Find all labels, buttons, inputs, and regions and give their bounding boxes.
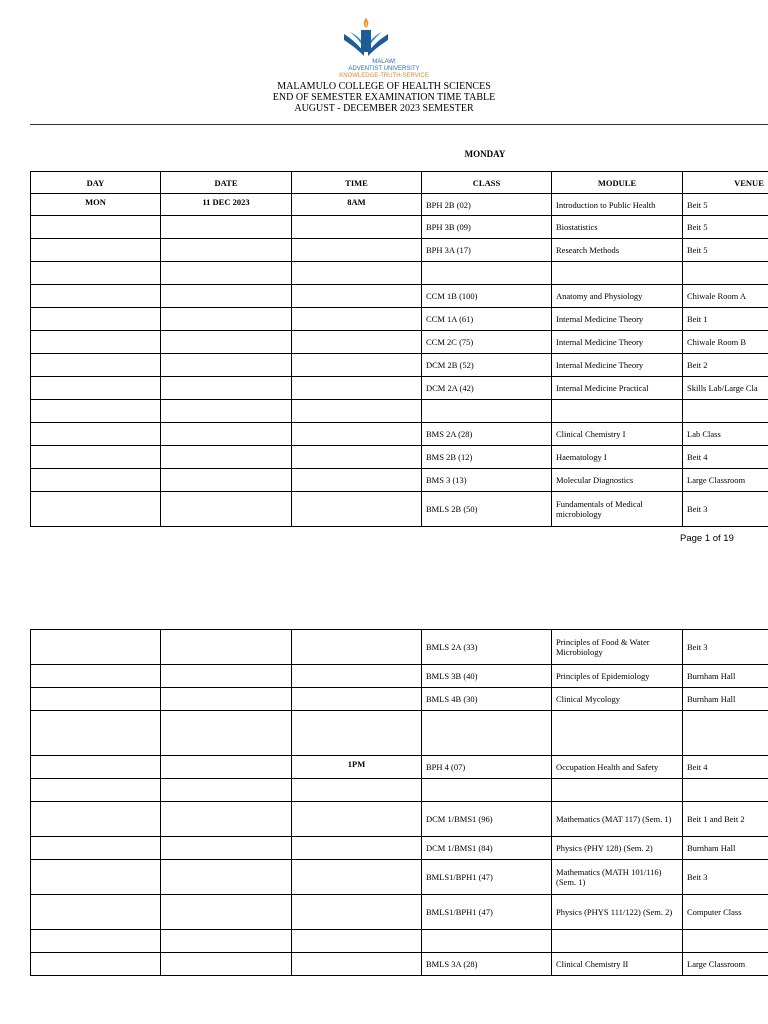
cell-time <box>292 630 422 665</box>
cell-module: Internal Medicine Practical <box>552 377 683 400</box>
cell-date <box>161 953 292 976</box>
cell-day <box>31 630 161 665</box>
timetable-page-1 <box>30 171 768 527</box>
logo-line-2: ADVENTIST UNIVERSITY <box>348 66 420 72</box>
cell-venue <box>683 711 768 756</box>
cell-time <box>292 492 422 527</box>
cell-day <box>31 423 161 446</box>
cell-venue: Beit 5 <box>683 216 768 239</box>
cell-class: BPH 2B (02) <box>422 194 552 216</box>
college-name: MALAMULO COLLEGE OF HEALTH SCIENCES <box>277 81 491 92</box>
cell-date <box>161 492 292 527</box>
cell-class: BMS 2B (12) <box>422 446 552 469</box>
cell-module: Anatomy and Physiology <box>552 285 683 308</box>
cell-class: DCM 2A (42) <box>422 377 552 400</box>
cell-class: BMS 2A (28) <box>422 423 552 446</box>
cell-date <box>161 354 292 377</box>
cell-time <box>292 285 422 308</box>
cell-module: Fundamentals of Medical microbiology <box>552 492 683 527</box>
table-row <box>31 779 768 802</box>
cell-day <box>31 711 161 756</box>
page-number: Page 1 of 19 <box>680 533 734 544</box>
cell-time <box>292 665 422 688</box>
cell-class: BMLS 3A (28) <box>422 953 552 976</box>
cell-time <box>292 377 422 400</box>
cell-class: BMLS 3B (40) <box>422 665 552 688</box>
cell-day <box>31 216 161 239</box>
university-logo <box>340 16 392 60</box>
cell-venue: Burnham Hall <box>683 837 768 860</box>
cell-module: Introduction to Public Health <box>552 194 683 216</box>
cell-date <box>161 377 292 400</box>
cell-venue: Lab Class <box>683 423 768 446</box>
cell-time <box>292 262 422 285</box>
cell-venue: Beit 3 <box>683 860 768 895</box>
cell-date <box>161 930 292 953</box>
cell-module: Principles of Food & Water Microbiology <box>552 630 683 665</box>
table-row <box>31 802 768 837</box>
cell-module: Mathematics (MAT 117) (Sem. 1) <box>552 802 683 837</box>
cell-time: 1PM <box>292 756 422 779</box>
cell-venue <box>683 930 768 953</box>
cell-class: BPH 3B (09) <box>422 216 552 239</box>
cell-class <box>422 400 552 423</box>
cell-time <box>292 469 422 492</box>
table-row <box>31 492 768 527</box>
cell-date <box>161 216 292 239</box>
cell-date <box>161 665 292 688</box>
cell-venue: Large Classroom <box>683 469 768 492</box>
cell-day <box>31 860 161 895</box>
cell-time <box>292 308 422 331</box>
cell-module <box>552 930 683 953</box>
cell-date: 11 DEC 2023 <box>161 194 292 216</box>
timetable-page-2 <box>30 629 768 976</box>
table-row <box>31 837 768 860</box>
cell-day <box>31 400 161 423</box>
cell-date <box>161 802 292 837</box>
table-row <box>31 400 768 423</box>
cell-venue: Burnham Hall <box>683 665 768 688</box>
timetable-body-page-1 <box>31 194 768 527</box>
cell-time <box>292 711 422 756</box>
cell-venue: Burnham Hall <box>683 688 768 711</box>
cell-day <box>31 492 161 527</box>
cell-venue: Beit 2 <box>683 354 768 377</box>
table-row <box>31 262 768 285</box>
cell-date <box>161 756 292 779</box>
cell-time <box>292 837 422 860</box>
column-header-module: MODULE <box>552 172 683 194</box>
cell-module: Physics (PHYS 111/122) (Sem. 2) <box>552 895 683 930</box>
cell-module: Occupation Health and Safety <box>552 756 683 779</box>
cell-class: BMS 3 (13) <box>422 469 552 492</box>
cell-time <box>292 895 422 930</box>
cell-venue: Beit 1 and Beit 2 <box>683 802 768 837</box>
table-row <box>31 665 768 688</box>
cell-venue: Large Classroom <box>683 953 768 976</box>
cell-class <box>422 262 552 285</box>
cell-day <box>31 354 161 377</box>
cell-time <box>292 930 422 953</box>
cell-module: Haematology I <box>552 446 683 469</box>
cell-class: BMLS 2B (50) <box>422 492 552 527</box>
cell-date <box>161 630 292 665</box>
cell-venue: Beit 3 <box>683 630 768 665</box>
cell-venue: Beit 1 <box>683 308 768 331</box>
table-row <box>31 216 768 239</box>
cell-module: Research Methods <box>552 239 683 262</box>
cell-date <box>161 469 292 492</box>
cell-date <box>161 423 292 446</box>
cell-time <box>292 446 422 469</box>
table-row <box>31 688 768 711</box>
column-header-time: TIME <box>292 172 422 194</box>
cell-class: BPH 3A (17) <box>422 239 552 262</box>
cell-day <box>31 308 161 331</box>
cell-date <box>161 239 292 262</box>
cell-date <box>161 711 292 756</box>
cell-class: CCM 2C (75) <box>422 331 552 354</box>
logo-line-1: MALAWI <box>372 59 396 65</box>
logo-motto: KNOWLEDGE-TRUTH-SERVICE <box>339 73 429 79</box>
table-row <box>31 630 768 665</box>
cell-time <box>292 860 422 895</box>
cell-day <box>31 469 161 492</box>
cell-module: Internal Medicine Theory <box>552 331 683 354</box>
cell-venue: Computer Class <box>683 895 768 930</box>
cell-date <box>161 285 292 308</box>
cell-day: MON <box>31 194 161 216</box>
cell-module: Internal Medicine Theory <box>552 308 683 331</box>
cell-module: Principles of Epidemiology <box>552 665 683 688</box>
cell-module: Clinical Mycology <box>552 688 683 711</box>
cell-day <box>31 837 161 860</box>
cell-date <box>161 331 292 354</box>
timetable-body-page-2 <box>31 630 768 976</box>
semester-label: AUGUST - DECEMBER 2023 SEMESTER <box>294 103 474 114</box>
table-row <box>31 756 768 779</box>
cell-venue: Chiwale Room B <box>683 331 768 354</box>
cell-class: BMLS 2A (33) <box>422 630 552 665</box>
cell-date <box>161 779 292 802</box>
cell-date <box>161 895 292 930</box>
cell-class <box>422 930 552 953</box>
column-header-venue: VENUE <box>683 172 768 194</box>
cell-class: CCM 1B (100) <box>422 285 552 308</box>
table-row <box>31 469 768 492</box>
cell-time <box>292 400 422 423</box>
cell-time <box>292 354 422 377</box>
cell-class: BMLS 4B (30) <box>422 688 552 711</box>
cell-module <box>552 400 683 423</box>
cell-class: DCM 2B (52) <box>422 354 552 377</box>
cell-module <box>552 711 683 756</box>
cell-time <box>292 331 422 354</box>
cell-module: Physics (PHY 128) (Sem. 2) <box>552 837 683 860</box>
table-row <box>31 711 768 756</box>
cell-venue: Beit 5 <box>683 239 768 262</box>
cell-venue <box>683 262 768 285</box>
cell-class: CCM 1A (61) <box>422 308 552 331</box>
cell-day <box>31 377 161 400</box>
cell-module <box>552 779 683 802</box>
cell-day <box>31 331 161 354</box>
cell-venue <box>683 400 768 423</box>
cell-date <box>161 400 292 423</box>
cell-venue: Beit 4 <box>683 446 768 469</box>
table-row <box>31 285 768 308</box>
cell-day <box>31 239 161 262</box>
table-row <box>31 377 768 400</box>
cell-day <box>31 930 161 953</box>
cell-time <box>292 423 422 446</box>
table-row <box>31 194 768 216</box>
cell-date <box>161 446 292 469</box>
cell-class: BPH 4 (07) <box>422 756 552 779</box>
cell-day <box>31 688 161 711</box>
cell-venue: Beit 5 <box>683 194 768 216</box>
cell-day <box>31 895 161 930</box>
cell-module: Molecular Diagnostics <box>552 469 683 492</box>
cell-class: DCM 1/BMS1 (84) <box>422 837 552 860</box>
table-row <box>31 930 768 953</box>
cell-date <box>161 262 292 285</box>
cell-venue: Chiwale Room A <box>683 285 768 308</box>
document-title: END OF SEMESTER EXAMINATION TIME TABLE <box>272 92 496 103</box>
table-row <box>31 239 768 262</box>
table-row <box>31 354 768 377</box>
column-header-class: CLASS <box>422 172 552 194</box>
cell-day <box>31 285 161 308</box>
table-row <box>31 860 768 895</box>
table-row <box>31 446 768 469</box>
cell-class: DCM 1/BMS1 (96) <box>422 802 552 837</box>
table-row <box>31 423 768 446</box>
cell-day <box>31 446 161 469</box>
cell-venue: Beit 4 <box>683 756 768 779</box>
cell-day <box>31 779 161 802</box>
column-header-date: DATE <box>161 172 292 194</box>
cell-module: Internal Medicine Theory <box>552 354 683 377</box>
cell-class <box>422 779 552 802</box>
table-row <box>31 953 768 976</box>
cell-day <box>31 953 161 976</box>
table-row <box>31 331 768 354</box>
cell-time <box>292 802 422 837</box>
table-row <box>31 308 768 331</box>
cell-time <box>292 688 422 711</box>
cell-day <box>31 802 161 837</box>
cell-date <box>161 308 292 331</box>
cell-time: 8AM <box>292 194 422 216</box>
cell-module: Clinical Chemistry I <box>552 423 683 446</box>
day-heading: MONDAY <box>464 149 506 159</box>
column-header-day: DAY <box>31 172 161 194</box>
cell-time <box>292 779 422 802</box>
cell-date <box>161 837 292 860</box>
cell-day <box>31 262 161 285</box>
cell-class <box>422 711 552 756</box>
cell-class: BMLS1/BPH1 (47) <box>422 860 552 895</box>
cell-venue: Skills Lab/Large Cla <box>683 377 768 400</box>
cell-venue: Beit 3 <box>683 492 768 527</box>
header-divider <box>30 124 768 125</box>
cell-time <box>292 239 422 262</box>
cell-module: Mathematics (MATH 101/116) (Sem. 1) <box>552 860 683 895</box>
cell-day <box>31 665 161 688</box>
cell-module <box>552 262 683 285</box>
cell-date <box>161 860 292 895</box>
timetable-header-row <box>31 172 768 194</box>
cell-date <box>161 688 292 711</box>
cell-day <box>31 756 161 779</box>
cell-module: Clinical Chemistry II <box>552 953 683 976</box>
cell-time <box>292 216 422 239</box>
cell-time <box>292 953 422 976</box>
cell-module: Biostatistics <box>552 216 683 239</box>
cell-venue <box>683 779 768 802</box>
cell-class: BMLS1/BPH1 (47) <box>422 895 552 930</box>
table-row <box>31 895 768 930</box>
